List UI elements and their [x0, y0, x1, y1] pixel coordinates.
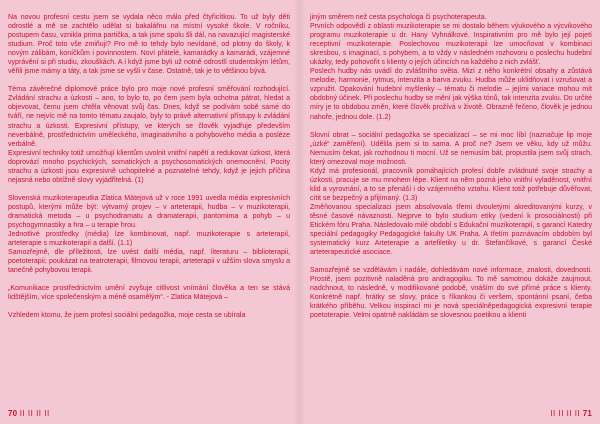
body-paragraph: Expresivní techniky totiž umožňují klientům uvolnit vnitřní napětí a redukovat úzkost, která doprovází mnoho psychických, somatických a psychosomatických onemocnění. Pocity strachu a úzkosti jsou expresivně uchopitelné a poznatelné tehdy, když je jejich příčina nejasná nebo obtížně slovy vyjádřitelná. (1): [8, 149, 290, 184]
right-page: [300, 0, 600, 424]
body-paragraph: Jednotlivé prostředky (média) lze kombinovat, např. muzikoterapie s arteterapií, arteterapie s muzikoterapií a další. (1.1): [8, 231, 290, 248]
body-paragraph: Změňovanou specializaci jsem absolvovala třemi dvouletými akreditovanými kurzy, v těsné časové návaznosti. Nejprve to bylo studium etiky (vedení k prosociálnosti) při Etickém fóru Praha. Následovalo milé období s Edukační muzikoterapií, s garancí Katedry speciální pedagogiky Pedagogické fakulty UK Praha. A třetím poznávacím obdobím byl systematický kurz Arteterapie a artefiletiky u dr. Štefančíkové, s garancí České arteterapeutické asociace.: [310, 203, 592, 257]
page-number-value: 71: [582, 409, 592, 418]
gutter-shadow-right: [300, 0, 306, 424]
body-paragraph: Samozřejmě, dle příležitosti, lze uvést další média, např. literaturu – biblioterapii, poetoterapii; poukázat na teatroterapii, filmovou terapii, arteterapii v užším slova smyslu a tanečně pohybovou terapii.: [8, 249, 290, 275]
body-paragraph: jiným směrem než cesta psychologa či psychoterapeuta.: [310, 14, 487, 21]
body-paragraph: „Komunikace prostřednictvím umění zvyšuje citlivost vnímání člověka a ten se stává lidštějším, více společenským a méně osamělým“. - Zlatica Mátejová –: [8, 285, 290, 302]
body-paragraph: Samozřejmě se vzdělávám i nadále, dohledávám nové informace, znalosti, dovednosti. Prostě, jsem pozitivně naladěná pro andragogiku. To mě samotnou dokáže zaujmout, nadchnout, to následně, v modifikované podobě, vnáším do své přímé práce s klienty. Konkrétně např. hrátky se slovy, práce s říkankou či veršem, spontánní psaní, četba krátkého příběhu. Velkou inspirací mi je nová speciálněpedagogická expresivní terapie poetoterapie. Velmi opatrně nakládám se slovesnou poetikou a klienti: [310, 267, 592, 320]
page-number-bars: II II II II: [550, 409, 581, 418]
page-number-left: [8, 409, 50, 418]
body-paragraph: Prvních odpovědí z oblasti muzikoterapie se mi dostalo během výukového a výcvikového programu muzikoterapie u dr. Hany Vyhnálkové. Inspirativním pro mě bylo její pojetí receptivní muzikoterapie. Poslechovou muzikoterapii lze umocňovat v kombinaci skresbou, s imaginací, s pohybem, a to vždy v následném rozhovoru o poslechu hudební ukázky, tedy pohovořit s klienty o jejích účincích na každého z nich zvlášť.: [310, 23, 592, 67]
left-text-column: [8, 13, 290, 320]
page-number-value: 70: [8, 409, 18, 418]
body-paragraph: Slovenská muzikoterapeutka Zlatica Mátejová už v roce 1991 uvedla média expresivních postupů, kterými může být: výtvarný projev – v arteterapii, hudba – v muzikoterapii, dramatická metoda – u psychodramatu a dramaterapii, pantomima a pohyb – u psychogymnastiky a hra – u terapie hrou.: [8, 194, 290, 229]
body-paragraph: Vzhledem ktomu, že jsem profesí sociální pedagožka, moje cesta se ubírala: [8, 312, 246, 320]
body-paragraph: Poslech hudby nás uvádí do zvláštního světa. Mizí z něho konkrétní obsahy a zůstává melodie, harmonie, rytmus, intenzita a barva zvuku. Hudba může uklidňovat i vzrušovat a vzpružit. Opakování hudební myšlenky – tématu či melodie – jejími variace mohou mít obdobný účinek. Při poslechu hudby se mění jak výška tónů, tak intenzita zvuku. Do určité míry je to obdobou změn, které člověk prožívá v životě. Obrazně řečeno, člověk je jednou nahoře, jednou dole. (1.2): [310, 68, 592, 121]
body-paragraph: Když má profesionál, pracovník pomáhajících profesí dobře zvládnuté svoje strachy a úzkosti, pracuje se mu mnohem lépe. Klient na něm pozná jeho vnitřní vyladěnost, vnitřní klid a vyrovnání, a to se přenáší i do vzájemného vztahu. Klient totiž potřebuje důvěřovat, cítit se bezpečný a přijímaný. (1.3): [310, 167, 592, 202]
right-text-column: [310, 13, 592, 321]
body-paragraph: Téma závěrečné diplomové práce bylo pro moje nové profesní směřování rozhodující. Zvládání strachu a úzkosti – ano, to bylo to, po čem jsem byla ochotna pátrat, hledat a objevovat, čemu jsem chtěla věnovat svůj čas. Dnes, když se podívám sobě samé do tváří, ne nejvíc mě na tomto tématu zaujalo, byly to právě alternativní přístupy k zvládání strachu a úzkosti. Expresivní přístupy, ve kterých se člověk vyjadřuje především neverbálně, prostřednictvím uměleckého, imaginativního a pohybového média a posléze verbálně.: [8, 86, 290, 148]
page-number-bars: II II II II: [19, 409, 50, 418]
body-paragraph: Slovní obrat – sociální pedagožka se specializací – se mi moc líbí (naznačuje lip moje „úzké“ zaměření). Udělila jsem si to sama. A proč ne? Jsem ve věku, kdy už můžu. Nemusím čekat, jak rozhodnou ti mocní. Už se nemusím bát, propustila jsem svůj strach, který omezoval moje možnosti.: [310, 131, 592, 166]
body-paragraph: Na novou profesní cestu jsem se vydala něco málo před čtyřicítkou. To už byly děti odrostlé a mě se zachtělo udělat si bakalářnu na místní vysoké škole. V ročníku, postupem času, vznikla prima partička, a tak jsme spolu šli dál, na navazující magisterské studium. Proč toto vše zmiňuji? Pro mě to tehdy bylo nevídané, od plotny do školy, k novým zálibám, koníčkům i povinnostem. Noví přátelé, kamarádky a kamarádi, vzájemné vyprávění si při studiu, zkouškách. A i když jsme byli už notně odrostlí studentským létům, věřili jsme mámy a táty, a tak jsme se vyšli v čase. Ostatně, tak je to většinou bývá.: [8, 14, 290, 76]
page-number-right: [550, 409, 592, 418]
